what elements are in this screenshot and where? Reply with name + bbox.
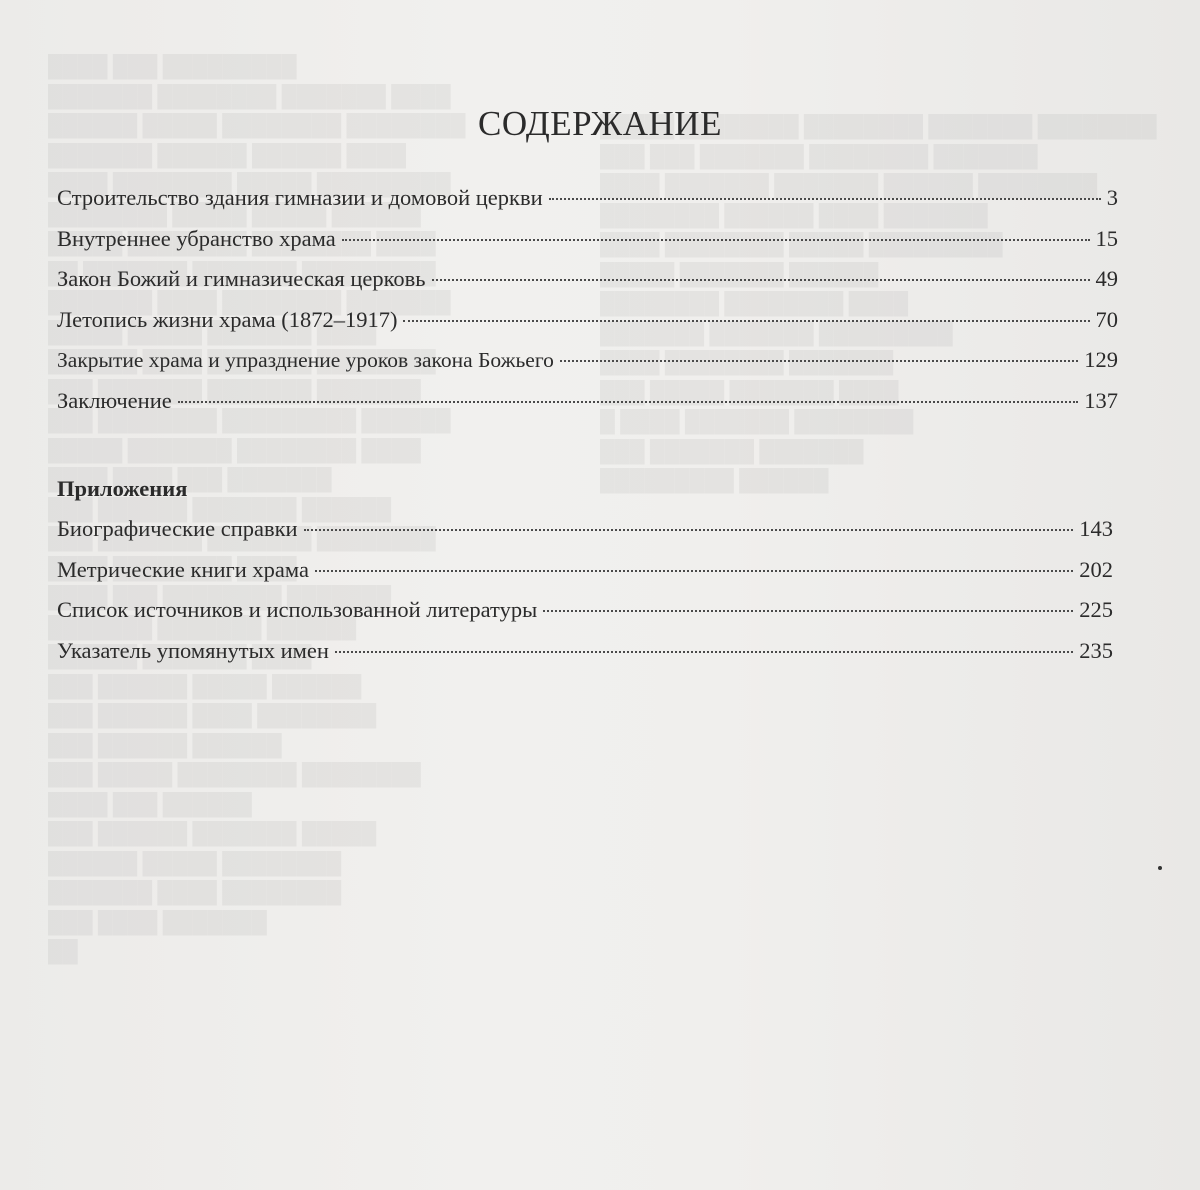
dot-leader	[342, 239, 1090, 241]
dot-leader	[432, 279, 1090, 281]
toc-entry-title: Закон Божий и гимназическая церковь	[57, 266, 426, 291]
toc-entry-title: Строительство здания гимназии и домовой церкви	[57, 185, 543, 210]
toc-entry-title: Внутреннее убранство храма	[57, 225, 336, 251]
toc-entry	[57, 638, 1113, 679]
toc-entry-page: 15	[1095, 225, 1118, 251]
toc-entry	[57, 185, 1118, 226]
dot-leader	[178, 401, 1079, 403]
toc-entry	[57, 557, 1113, 598]
dot-leader	[543, 610, 1073, 612]
toc-entry-page: 143	[1079, 516, 1113, 541]
dot-leader	[560, 360, 1078, 362]
toc-chapters	[57, 185, 1118, 428]
toc-entry-title: Летопись жизни храма (1872–1917)	[57, 306, 398, 332]
toc-entry-page: 225	[1079, 597, 1113, 622]
toc-entry-title: Закрытие храма и упразднение уроков закона Божьего	[57, 348, 554, 372]
toc-entry	[57, 307, 1118, 348]
dot-leader	[335, 651, 1073, 653]
toc-entry-page: 49	[1095, 266, 1118, 291]
appendix-heading: Приложения	[57, 476, 188, 501]
toc-entry	[57, 347, 1118, 388]
toc-entry-title: Метрические книги храма	[57, 556, 309, 582]
dot-leader	[403, 320, 1089, 322]
toc-entry-page: 202	[1079, 556, 1113, 582]
toc-entry-page: 235	[1079, 637, 1113, 663]
toc-entry-page: 137	[1084, 387, 1118, 413]
toc-entry-title: Указатель упомянутых имен	[57, 637, 329, 663]
toc-entry	[57, 266, 1118, 307]
page-title: СОДЕРЖАНИЕ	[478, 104, 722, 143]
toc-entry-page: 129	[1084, 347, 1118, 372]
toc-entry	[57, 516, 1113, 557]
dot-leader	[549, 198, 1101, 200]
dot-leader	[315, 570, 1073, 572]
toc-entry-title: Список источников и использованной литературы	[57, 597, 538, 622]
toc-entry-page: 70	[1095, 306, 1118, 332]
toc-entry-title: Заключение	[57, 387, 172, 413]
toc-entry	[57, 388, 1118, 429]
toc-entry	[57, 597, 1113, 638]
toc-entry-title: Биографические справки	[57, 516, 298, 541]
dot-leader	[304, 529, 1074, 531]
ink-speck	[1158, 866, 1162, 870]
toc-appendix	[57, 516, 1113, 678]
toc-entry-page: 3	[1106, 185, 1118, 210]
toc-entry	[57, 226, 1118, 267]
